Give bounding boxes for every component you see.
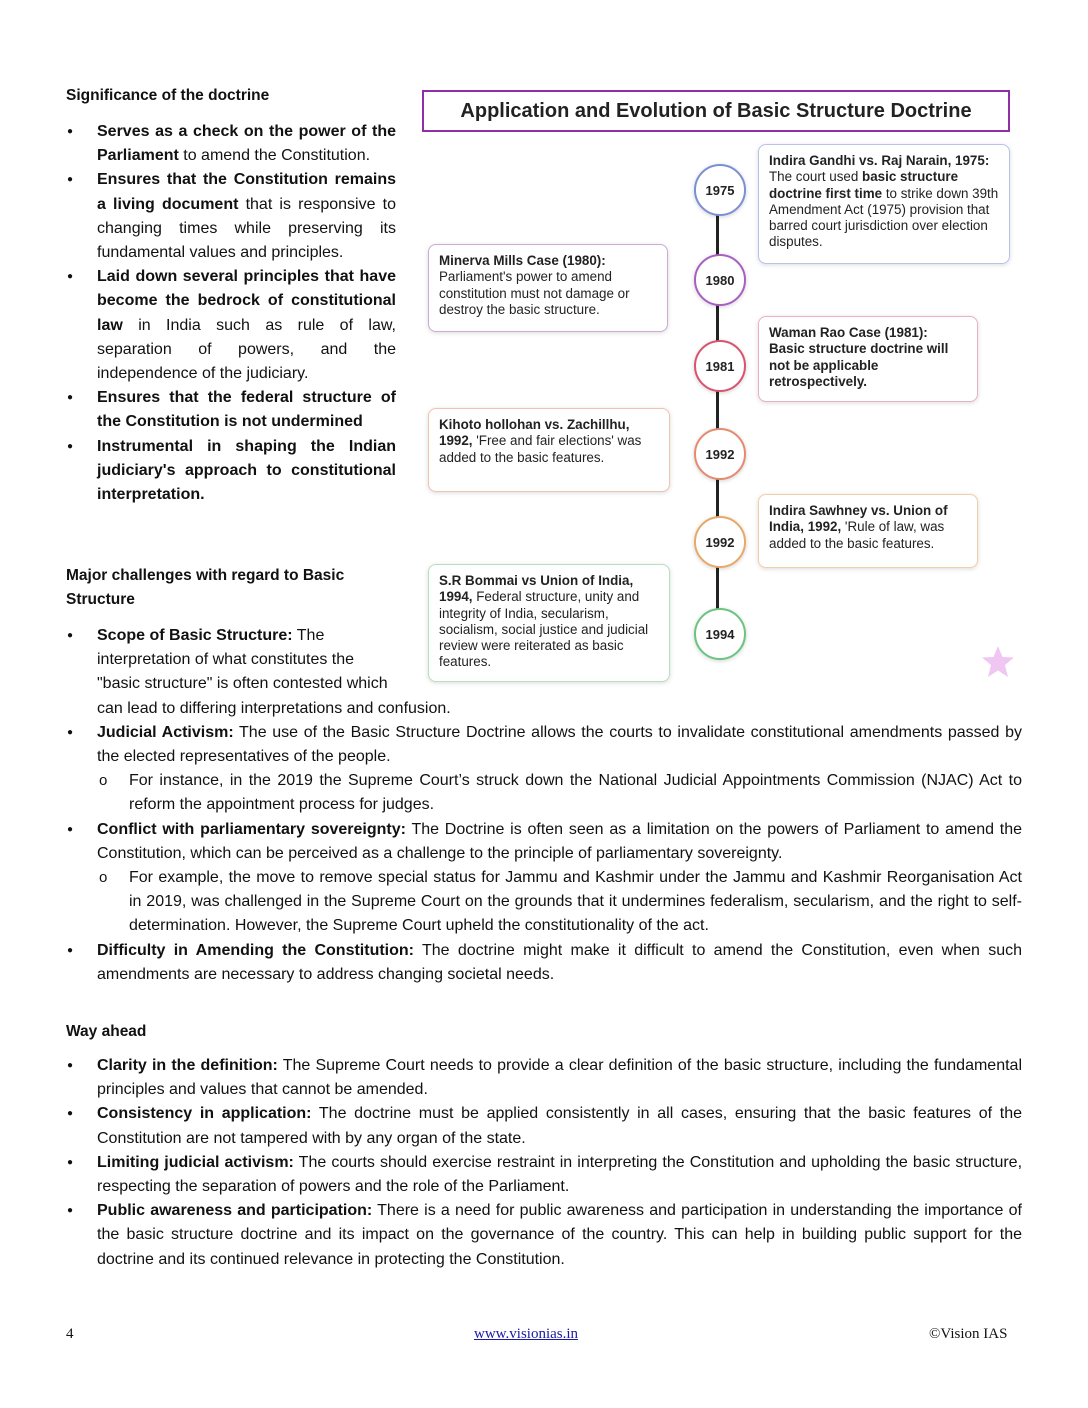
way-ahead-list: [66, 1054, 1022, 1272]
year-node: 1994: [694, 608, 746, 660]
sub-list: [97, 866, 1022, 939]
year-node: 1992: [694, 428, 746, 480]
event-card: Kihoto hollohan vs. Zachillhu, 1992, 'Free and fair elections' was added to the basic features.: [428, 408, 670, 492]
year-node: 1981: [694, 340, 746, 392]
list-item: ● Clarity in the definition: The Supreme Court needs to provide a clear definition of the basic structure, including the fundamental principles and values that cannot be amended.: [66, 1054, 1022, 1102]
list-item: ● Ensures that the federal structure of the Constitution is not undermined: [66, 386, 396, 434]
website-link[interactable]: www.visionias.in: [474, 1326, 579, 1342]
page-number: 4: [66, 1326, 74, 1342]
list-item: ● Public awareness and participation: There is a need for public awareness and participation in understanding the importance of the basic structure doctrine and its impact on the governance of the country. This can help in building public support for the doctrine and its continued relevance in protecting the Constitution.: [66, 1199, 1022, 1272]
year-node: 1992: [694, 516, 746, 568]
event-card: S.R Bommai vs Union of India, 1994, Federal structure, unity and integrity of India, secularism, socialism, social justice and judicial review were reiterated as basic features.: [428, 564, 670, 682]
sub-list-item: o For instance, in the 2019 the Supreme Court’s struck down the National Judicial Appointments Commission (NJAC) Act to reform the appointment process for judges.: [97, 769, 1022, 817]
infographic-title: Application and Evolution of Basic Structure Doctrine: [422, 90, 1010, 132]
challenges-heading: Major challenges with regard to Basic Structure: [66, 567, 345, 608]
list-item: ● Conflict with parliamentary sovereignty: The Doctrine is often seen as a limitation on the powers of Parliament to amend the Constitution, which can be perceived as a challenge to the principle of parliamentary sovereignty. o For example, the move to remove special status for Jammu and Kashmir under the Jammu and Kashmir Reorganisation Act in 2019, was challenged in the Supreme Court on the grounds that it undermines federalism, secularism, and the right to self-determination. However, the Supreme Court upheld the constitutionality of the act.: [66, 818, 1022, 939]
list-item: ● Laid down several principles that have become the bedrock of constitutional law in India such as rule of law, separation of powers, and the independence of the judiciary.: [66, 265, 396, 386]
sub-list-item: o For example, the move to remove special status for Jammu and Kashmir under the Jammu and Kashmir Reorganisation Act in 2019, was challenged in the Supreme Court on the grounds that it undermines federalism, secularism, and the right to self-determination. However, the Supreme Court upheld the constitutionality of the act.: [97, 866, 1022, 939]
event-card: Indira Sawhney vs. Union of India, 1992, 'Rule of law, was added to the basic features.: [758, 494, 978, 568]
year-node: 1975: [694, 164, 746, 216]
list-item: ● Consistency in application: The doctrine must be applied consistently in all cases, ensuring that the basic features of the Constitution are not tampered with by any organ of the state.: [66, 1102, 1022, 1150]
list-item: ● Difficulty in Amending the Constitution: The doctrine might make it difficult to amend the Constitution, even when such amendments are necessary to address changing societal needs.: [66, 939, 1022, 987]
list-item: ● Serves as a check on the power of the Parliament to amend the Constitution.: [66, 120, 396, 168]
list-item: ● Limiting judicial activism: The courts should exercise restraint in interpreting the Constitution and upholding the basic structure, respecting the separation of powers and the role of the Parliament.: [66, 1151, 1022, 1199]
star-icon: [980, 644, 1016, 680]
sub-list: [97, 769, 1022, 817]
year-node: 1980: [694, 254, 746, 306]
event-card: Waman Rao Case (1981): Basic structure doctrine will not be applicable retrospectively.: [758, 316, 978, 402]
list-item: ● Judicial Activism: The use of the Basic Structure Doctrine allows the courts to invalidate constitutional amendments passed by the elected representatives of the people. o For instance, in the 2019 the Supreme Court’s struck down the National Judicial Appointments Commission (NJAC) Act to reform the appointment process for judges.: [66, 721, 1022, 818]
way-ahead-heading: Way ahead: [66, 1023, 147, 1040]
event-card: Minerva Mills Case (1980): Parliament's power to amend constitution must not damage or destroy the basic structure.: [428, 244, 668, 332]
list-item: ● Ensures that the Constitution remains a living document that is responsive to changing times while preserving its fundamental values and principles.: [66, 168, 396, 265]
list-item: ● Scope of Basic Structure: The interpretation of what constitutes the "basic structure" is often contested which can lead to differing interpretations and confusion.: [66, 624, 1022, 721]
significance-list: [66, 120, 396, 507]
significance-heading: Significance of the doctrine: [66, 87, 270, 104]
footer-copyright: ©Vision IAS: [929, 1326, 1008, 1342]
timeline-infographic: [420, 88, 1020, 688]
footer-website: [474, 1326, 578, 1343]
list-item: ● Instrumental in shaping the Indian judiciary's approach to constitutional interpretation.: [66, 435, 396, 508]
event-card: Indira Gandhi vs. Raj Narain, 1975: The court used basic structure doctrine first time to strike down 39th Amendment Act (1975) provision that barred court jurisdiction over election disputes.: [758, 144, 1010, 264]
